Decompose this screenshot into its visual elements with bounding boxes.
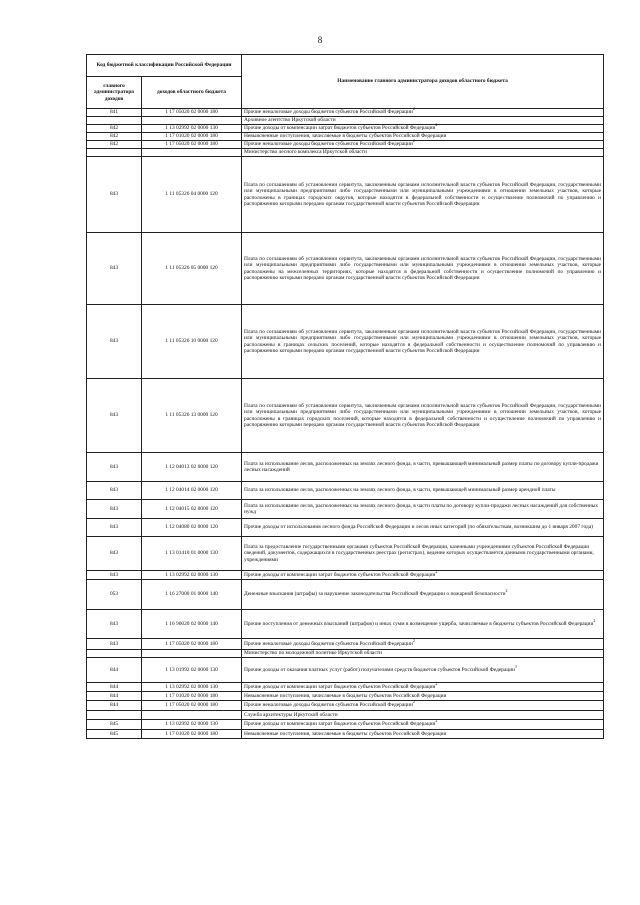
footnote-mark: 2: [435, 718, 438, 724]
page-number: 8: [317, 35, 323, 45]
cell-admin-code: 843: [87, 233, 142, 305]
table-row: [87, 141, 604, 149]
footnote-mark: 2: [435, 569, 438, 575]
cell-admin-code: 843: [87, 500, 142, 519]
income-name-text: Невыясненные поступления, зачисляемые в бюджеты субъектов Российской Федерации: [244, 730, 447, 737]
cell-admin-code: 843: [87, 453, 142, 482]
cell-admin-empty: [87, 711, 142, 720]
section-title: Служба архитектуры Иркутской области: [242, 711, 604, 720]
section-row: [87, 117, 604, 125]
section-title: Министерство по молодежной политике Иркутской области: [242, 650, 604, 658]
cell-admin-empty: [87, 117, 142, 125]
table-row: [87, 720, 604, 730]
cell-income-name: [242, 610, 604, 639]
income-name-text: Плата за использование лесов, расположенных на землях лесного фонда, в части платы по договору купли-продажи лесных насаждений для собственных нужд: [244, 502, 599, 515]
table-row: [87, 571, 604, 580]
table-row: [87, 379, 604, 453]
section-title: Министерство лесного комплекса Иркутской области: [242, 149, 604, 157]
cell-income-name: [242, 500, 604, 519]
cell-income-code: 1 13 02992 02 0000 130: [142, 571, 242, 580]
table-row: [87, 233, 604, 305]
cell-income-name: [242, 701, 604, 711]
cell-income-name: [242, 683, 604, 692]
table-row: [87, 639, 604, 650]
footnote-mark: 2: [593, 618, 596, 624]
cell-admin-code: 844: [87, 692, 142, 701]
cell-income-name: [242, 453, 604, 482]
header-income-column: доходов областного бюджета: [142, 77, 242, 109]
table-row: [87, 692, 604, 701]
cell-admin-empty: [87, 650, 142, 658]
income-name-text: Невыясненные поступления, зачисляемые в бюджеты субъектов Российской Федерации: [244, 133, 447, 140]
cell-income-code: 1 12 04080 02 0000 120: [142, 519, 242, 537]
cell-admin-code: 841: [87, 109, 142, 117]
income-name-text: Прочие доходы от компенсации затрат бюджетов субъектов Российской Федерации: [244, 125, 436, 132]
cell-income-name: [242, 580, 604, 610]
cell-income-code: 1 17 05020 02 0000 180: [142, 701, 242, 711]
cell-income-code: 1 17 05020 02 0000 180: [142, 109, 242, 117]
footnote-mark: 1: [515, 664, 518, 670]
footnote-mark: 2: [505, 588, 508, 594]
section-row: [87, 650, 604, 658]
cell-admin-code: 845: [87, 720, 142, 730]
income-name-text: Плата за использование лесов, расположенных на землях лесного фонда, в части, превышающей минимальный размер арендной платы: [244, 487, 556, 494]
cell-admin-code: 053: [87, 580, 142, 610]
cell-income-name: [242, 537, 604, 571]
table-row: [87, 453, 604, 482]
cell-income-code: 1 17 05020 02 0000 180: [142, 639, 242, 650]
header-admin-column: главного администратора доходов: [87, 77, 142, 109]
income-name-text: Прочие поступления от денежных взысканий (штрафов) и иных сумм в возмещение ущерба, зачисляемые в бюджеты субъектов Российской Федерации: [244, 620, 594, 627]
cell-income-code: 1 11 05326 13 0000 120: [142, 379, 242, 453]
table-row: [87, 701, 604, 711]
cell-admin-code: 844: [87, 658, 142, 683]
cell-admin-code: 843: [87, 305, 142, 379]
income-name-text: Прочие доходы от компенсации затрат бюджетов субъектов Российской Федерации: [244, 721, 436, 728]
cell-code-empty: [142, 117, 242, 125]
cell-income-name: [242, 138, 604, 149]
cell-admin-code: 843: [87, 639, 142, 650]
income-name-text: Денежные взыскания (штрафы) за нарушение законодательства Российской Федерации о пожарной безопасности: [244, 591, 506, 598]
income-name-text: Плата по соглашениям об установлении сервитута, заключенным органами исполнительной власти субъектов Российской Федерации, государственными или муниципальными предприятиями либо государственными или муниципальными учреждениями в отношении земельных участков, которые расположены в границах городских округов, которые находятся в федеральной собственности и осуществление полномочий по управлению и распоряжению которыми передано органам государственной власти субъектов Российской Федерации: [244, 182, 602, 207]
header-code-group: Код бюджетной классификации Российской Федерации: [87, 55, 242, 77]
footnote-mark: 2: [412, 699, 415, 705]
cell-income-code: 1 13 02992 02 0000 130: [142, 683, 242, 692]
table-row: [87, 125, 604, 133]
cell-income-code: 1 13 02992 02 0000 130: [142, 125, 242, 133]
income-name-text: Невыясненные поступления, зачисляемые в бюджеты субъектов Российской Федерации: [244, 692, 447, 699]
cell-admin-empty: [87, 149, 142, 157]
revenue-administrators-table: [86, 54, 604, 739]
footnote-mark: 2: [412, 106, 415, 112]
table-row: [87, 610, 604, 639]
cell-income-name: [242, 720, 604, 730]
cell-code-empty: [142, 711, 242, 720]
table-row: [87, 109, 604, 117]
cell-admin-code: 842: [87, 133, 142, 141]
cell-income-code: 1 13 01410 01 0000 130: [142, 537, 242, 571]
footnote-mark: 2: [435, 122, 438, 128]
cell-admin-code: 843: [87, 379, 142, 453]
table-row: [87, 580, 604, 610]
cell-income-code: 1 12 04015 02 0000 120: [142, 500, 242, 519]
cell-income-code: 1 12 04013 02 0000 120: [142, 453, 242, 482]
table-row: [87, 500, 604, 519]
cell-admin-code: 843: [87, 571, 142, 580]
income-name-text: Прочие неналоговые доходы бюджетов субъектов Российской Федерации: [244, 702, 413, 709]
cell-admin-code: 843: [87, 482, 142, 500]
income-name-text: Плата за предоставление государственными органами субъектов Российской Федерации, казенными учреждениями субъектов Российской Федерации сведений, документов, содержащихся в государственных реестрах (регистрах), ведение которых осуществляется данными государственными органами, учреждениями: [244, 544, 594, 563]
cell-income-name: [242, 133, 604, 141]
cell-admin-code: 845: [87, 730, 142, 739]
cell-admin-code: 844: [87, 683, 142, 692]
cell-admin-code: 843: [87, 537, 142, 571]
cell-code-empty: [142, 650, 242, 658]
section-title: Архивное агентство Иркутской области: [242, 117, 604, 125]
cell-income-name: [242, 639, 604, 650]
footnote-mark: 2: [412, 138, 415, 144]
cell-admin-code: 843: [87, 157, 142, 233]
cell-income-code: 1 13 02992 02 0000 130: [142, 720, 242, 730]
cell-income-name: [242, 157, 604, 233]
cell-income-name: [242, 379, 604, 453]
cell-income-code: 1 17 01020 02 0000 180: [142, 133, 242, 141]
table-row: [87, 133, 604, 141]
table-row: [87, 730, 604, 739]
table-row: [87, 157, 604, 233]
cell-income-code: 1 16 27000 01 0000 140: [142, 580, 242, 610]
cell-admin-code: 842: [87, 141, 142, 149]
table-row: [87, 482, 604, 500]
section-row: [87, 711, 604, 720]
income-name-text: Прочие доходы от компенсации затрат бюджетов субъектов Российской Федерации: [244, 683, 436, 690]
table-row: [87, 305, 604, 379]
cell-admin-code: 843: [87, 610, 142, 639]
income-name-text: Плата по соглашениям об установлении сервитута, заключенным органами исполнительной власти субъектов Российской Федерации, государственными или муниципальными предприятиями либо государственными или муниципальными учреждениями в отношении земельных участков, которые расположены в границах городских поселений, которые находятся в федеральной собственности и осуществление полномочий по управлению и распоряжению которыми передано органам государственной власти субъектов Российской Федерации: [244, 403, 602, 428]
cell-income-name: [242, 106, 604, 117]
income-name-text: Прочие доходы от компенсации затрат бюджетов субъектов Российской Федерации: [244, 571, 436, 578]
cell-income-code: 1 13 01992 02 0000 130: [142, 658, 242, 683]
cell-income-code: 1 11 05326 05 0000 120: [142, 233, 242, 305]
income-name-text: Прочие доходы от использования лесного фонда Российской Федерации и лесов иных категорий (по обязательствам, возникшим до 1 января 2007 года): [244, 524, 593, 531]
cell-income-code: 1 17 01020 02 0000 180: [142, 730, 242, 739]
cell-income-code: 1 11 05326 10 0000 120: [142, 305, 242, 379]
cell-income-code: 1 17 01020 02 0000 180: [142, 692, 242, 701]
cell-income-name: [242, 658, 604, 683]
table-row: [87, 658, 604, 683]
cell-income-name: [242, 692, 604, 701]
table-row: [87, 537, 604, 571]
cell-income-name: [242, 730, 604, 739]
cell-income-name: [242, 571, 604, 580]
footnote-mark: 2: [412, 638, 415, 644]
cell-income-code: 1 12 04014 02 0000 120: [142, 482, 242, 500]
income-name-text: Прочие неналоговые доходы бюджетов субъектов Российской Федерации: [244, 141, 413, 148]
cell-income-code: 1 16 90020 02 0000 140: [142, 610, 242, 639]
cell-income-code: 1 11 05326 04 0000 120: [142, 157, 242, 233]
cell-income-name: [242, 305, 604, 379]
cell-code-empty: [142, 149, 242, 157]
footnote-mark: 2: [435, 681, 438, 687]
cell-income-name: [242, 519, 604, 537]
table-row: [87, 683, 604, 692]
section-row: [87, 149, 604, 157]
income-name-text: Плата по соглашениям об установлении сервитута, заключенным органами исполнительной власти субъектов Российской Федерации, государственными или муниципальными предприятиями либо государственными или муниципальными учреждениями в отношении земельных участков, которые расположены на межселенных территориях, которые находятся в федеральной собственности и осуществление полномочий по управлению и распоряжению которыми передано органам государственной власти субъектов Российской Федерации: [244, 256, 602, 281]
income-name-text: Прочие доходы от оказания платных услуг (работ) получателями средств бюджетов субъектов Российской Федерации: [244, 666, 516, 673]
cell-income-name: [242, 122, 604, 133]
cell-income-name: [242, 233, 604, 305]
cell-admin-code: 844: [87, 701, 142, 711]
income-name-text: Плата за использование лесов, расположенных на землях лесного фонда, в части, превышающей минимальный размер платы по договору купли-продажи лесных насаждений: [244, 460, 599, 473]
cell-admin-code: 843: [87, 519, 142, 537]
cell-income-name: [242, 482, 604, 500]
table-row: [87, 519, 604, 537]
income-name-text: Прочие неналоговые доходы бюджетов субъектов Российской Федерации: [244, 109, 413, 116]
header-name-column: Наименование главного администратора доходов областного бюджета: [242, 55, 604, 109]
cell-admin-code: 842: [87, 125, 142, 133]
cell-income-code: 1 17 05020 02 0000 180: [142, 141, 242, 149]
income-name-text: Плата по соглашениям об установлении сервитута, заключенным органами исполнительной власти субъектов Российской Федерации, государственными или муниципальными предприятиями либо государственными или муниципальными учреждениями в отношении земельных участков, которые расположены в границах сельских поселений, которые находятся в федеральной собственности и осуществление полномочий по управлению и распоряжению которыми передано органам государственной власти субъектов Российской Федерации: [244, 329, 602, 354]
income-name-text: Прочие неналоговые доходы бюджетов субъектов Российской Федерации: [244, 640, 413, 647]
